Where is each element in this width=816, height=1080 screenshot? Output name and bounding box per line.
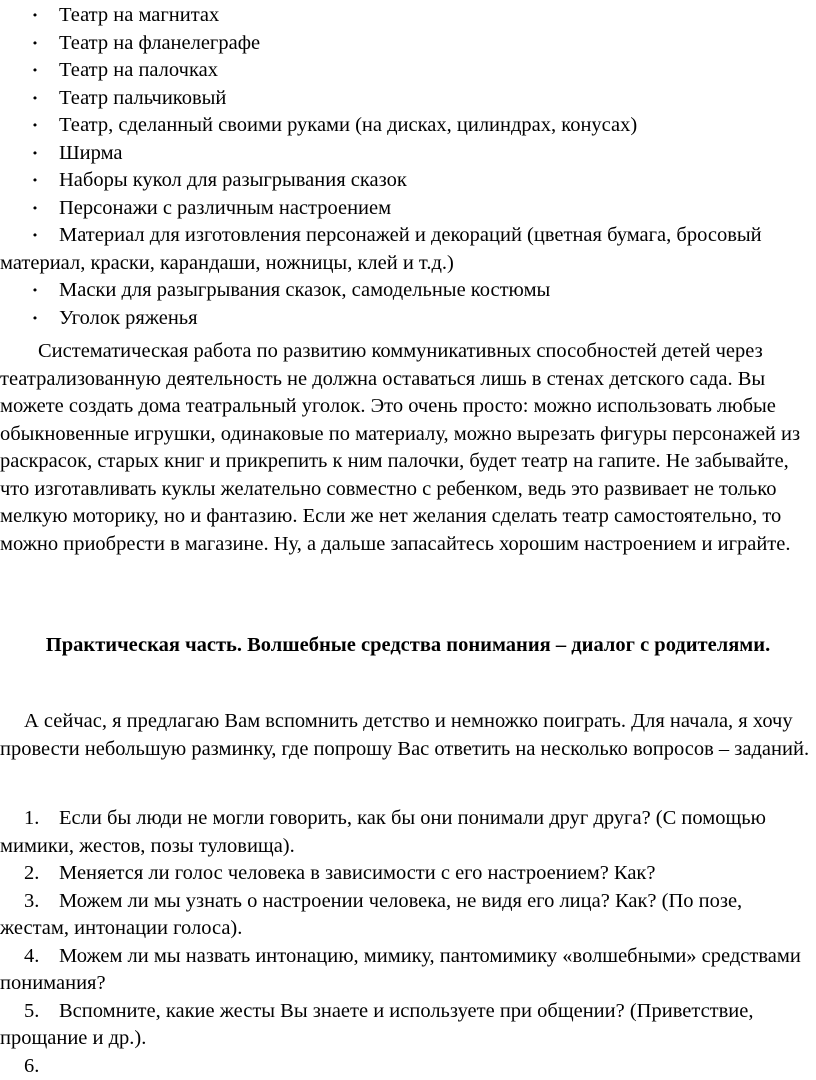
list-item-text: Уголок ряженья: [59, 305, 198, 333]
question-number: 3.: [24, 888, 59, 916]
question-item: [0, 998, 812, 1053]
list-item-text: Ширма: [59, 140, 123, 168]
list-item: [0, 140, 816, 168]
bullet-icon: •: [28, 140, 42, 168]
question-number: 2.: [24, 860, 59, 888]
bullet-icon: •: [28, 57, 42, 85]
list-item-text: Материал для изготовления персонажей и декораций (цветная бумага, бросовый материал, краски, карандаши, ножницы, клей и т.д.): [0, 222, 800, 277]
question-number: 4.: [24, 943, 59, 971]
question-number: 6.: [24, 1053, 59, 1080]
question-text: Можем ли мы назвать интонацию, мимику, пантомимику «волшебными» средствами понимания?: [0, 945, 801, 995]
bullet-icon: •: [28, 195, 42, 223]
section-heading: Практическая часть. Волшебные средства понимания – диалог с родителями.: [20, 631, 796, 659]
question-text: Меняется ли голос человека в зависимости с его настроением? Как?: [59, 862, 655, 884]
list-item: [0, 30, 816, 58]
question-number: 1.: [24, 805, 59, 833]
list-item-text: Маски для разыгрывания сказок, самодельные костюмы: [59, 277, 550, 305]
list-item: [0, 277, 816, 305]
question-text: Вспомните, какие жесты Вы знаете и используете при общении? (Приветствие, прощание и др.).: [0, 1000, 754, 1050]
question-item: [0, 1053, 812, 1080]
bullet-icon: •: [28, 167, 42, 195]
list-item: [0, 2, 816, 30]
list-item: [0, 85, 816, 113]
question-item: [0, 943, 812, 998]
list-item: [0, 112, 816, 140]
lead-paragraph: А сейчас, я предлагаю Вам вспомнить детство и немножко поиграть. Для начала, я хочу провести небольшую разминку, где попрошу Вас ответить на несколько вопросов – заданий.: [0, 708, 812, 763]
question-text: Если бы люди не могли говорить, как бы они понимали друг друга? (С помощью мимики, жестов, позы туловища).: [0, 807, 766, 857]
equipment-bullet-list: [0, 2, 816, 332]
list-item-text: Театр на фланелеграфе: [59, 30, 260, 58]
intro-paragraph: Систематическая работа по развитию коммуникативных способностей детей через театрализованную деятельность не должна оставаться лишь в стенах детского сада. Вы можете создать дома театральный уголок. Это очень просто: можно использовать любые обыкновенные игрушки, одинаковые по материалу, можно вырезать фигуры персонажей из раскрасок, старых книг и прикрепить к ним палочки, будет театр на гапите. Не забывайте, что изготавливать куклы желательно совместно с ребенком, ведь это развивает не только мелкую моторику, но и фантазию. Если же нет желания сделать театр самостоятельно, то можно приобрести в магазине. Ну, а дальше запасайтесь хорошим настроением и играйте.: [0, 338, 812, 558]
list-item: [0, 305, 816, 333]
list-item: [0, 167, 816, 195]
bullet-icon: •: [28, 222, 42, 250]
list-item-text: Театр, сделанный своими руками (на дисках, цилиндрах, конусах): [59, 112, 637, 140]
list-item-text: Театр на палочках: [59, 57, 218, 85]
question-item: [0, 888, 812, 943]
bullet-icon: •: [28, 305, 42, 333]
list-item-text: Театр пальчиковый: [59, 85, 226, 113]
question-number: 5.: [24, 998, 59, 1026]
questions-list: [0, 805, 812, 1080]
bullet-icon: •: [28, 277, 42, 305]
bullet-icon: •: [28, 2, 42, 30]
bullet-icon: •: [28, 85, 42, 113]
list-item: [0, 57, 816, 85]
list-item: [0, 195, 816, 223]
question-text: Можем ли мы узнать о настроении человека, не видя его лица? Как? (По позе, жестам, интонации голоса).: [0, 890, 742, 940]
question-item: [0, 860, 812, 888]
list-item-text: Театр на магнитах: [59, 2, 219, 30]
list-item-text: Наборы кукол для разыгрывания сказок: [59, 167, 407, 195]
list-item: [0, 222, 816, 277]
list-item-text: Персонажи с различным настроением: [59, 195, 391, 223]
question-item: [0, 805, 812, 860]
bullet-icon: •: [28, 30, 42, 58]
bullet-icon: •: [28, 112, 42, 140]
